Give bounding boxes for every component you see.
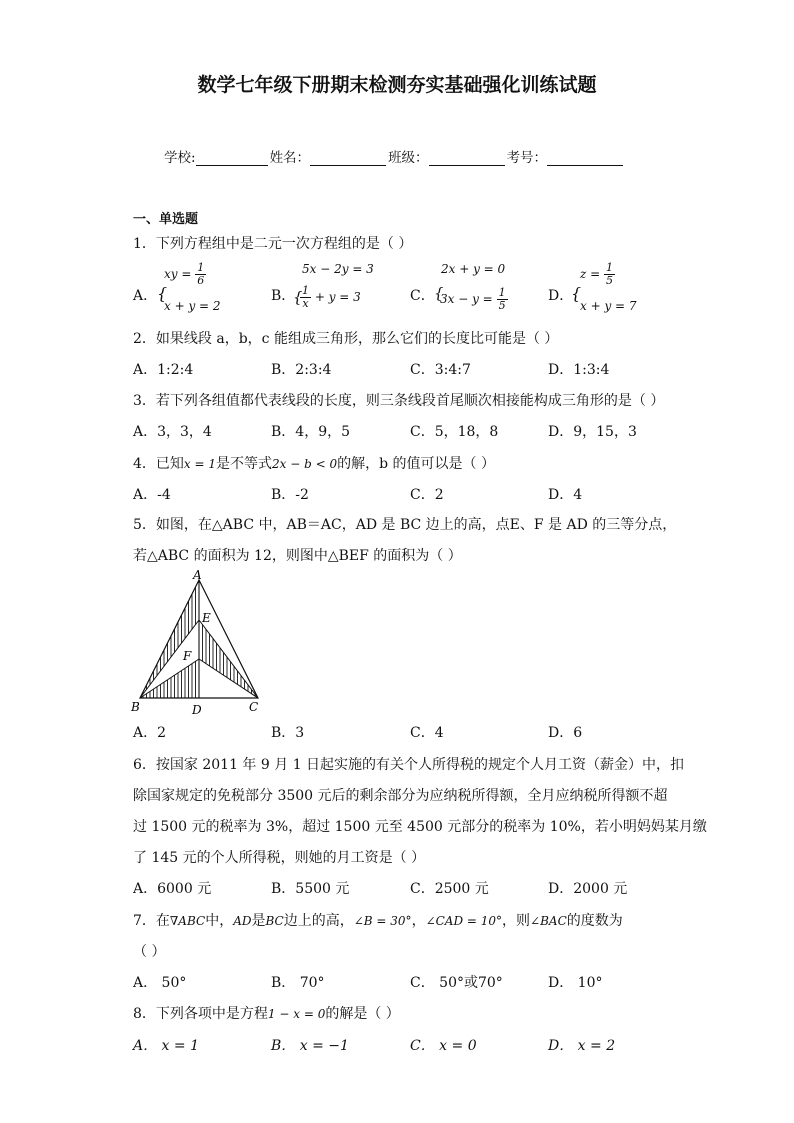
exam-title: 数学七年级下册期末检测夯实基础强化训练试题: [197, 74, 597, 96]
q6-option-a: A．6000 元: [133, 881, 212, 897]
q4-math-x: x = 1: [183, 457, 217, 471]
q7-option-d: D． 10°: [548, 975, 603, 991]
q8-part-a: 8．下列各项中是方程: [133, 1006, 268, 1022]
q8-option-d: D． x = 2: [548, 1038, 616, 1054]
q1-option-c-label: C．: [410, 288, 435, 304]
q1-option-c-line1: 2x + y = 0: [441, 262, 506, 276]
q1-d-fraction: [604, 262, 615, 287]
q4-stem-part-b: 是不等式: [216, 456, 273, 472]
q1-b-frac-den: x: [302, 297, 309, 310]
number-blank[interactable]: [547, 151, 623, 166]
question-4-stem: [133, 453, 495, 473]
q8-option-b: B． x = −1: [271, 1038, 349, 1054]
q5-option-b: B．3: [271, 725, 305, 741]
q1-d-line1-text: z =: [580, 267, 601, 281]
q4-option-b: B．-2: [271, 487, 309, 503]
q8-option-c: C． x = 0: [410, 1038, 477, 1054]
q7-part-e: ，: [411, 913, 426, 929]
q4-option-c: C．2: [410, 487, 444, 503]
q1-option-b-line1: 5x − 2y = 3: [302, 262, 374, 276]
q4-stem-part-a: 4．已知: [133, 456, 184, 472]
q8-option-a: A． x = 1: [133, 1038, 199, 1054]
q1-c-fraction: [497, 287, 508, 312]
q1-option-c-brace: {: [434, 284, 444, 302]
question-6-line1: 6．按国家 2011 年 9 月 1 日起实施的有关个人所得税的规定个人月工资（薪金）中，扣: [133, 757, 685, 773]
q7-part-f: ，则: [502, 913, 531, 929]
q1-b-frac-num: 1: [302, 284, 309, 297]
q4-option-d: D．4: [548, 487, 583, 503]
q6-option-c: C．2500 元: [410, 881, 489, 897]
q1-option-b-brace: {: [293, 288, 303, 306]
q5-option-c: C．4: [410, 725, 444, 741]
q6-option-d: D．2000 元: [548, 881, 628, 897]
q1-option-a-label: A．: [133, 288, 158, 304]
q7-math-angle-bac: ∠BAC: [530, 914, 567, 928]
q7-option-b: B． 70°: [271, 975, 325, 991]
question-5-stem-line1: 5．如图，在△ABC 中，AB＝AC，AD 是 BC 边上的高，点E、F 是 AD 的三等分点，: [133, 517, 677, 533]
q3-option-c: C．5，18，8: [410, 424, 499, 440]
q2-option-a: A．1:2:4: [133, 362, 194, 378]
q1-b-line2-text: + y = 3: [314, 290, 361, 304]
q1-a-frac-num: 1: [197, 261, 205, 274]
school-label: 学校:: [164, 150, 196, 166]
q7-part-d: 边上的高，: [283, 913, 354, 929]
label-c: C: [249, 700, 259, 714]
q3-option-b: B．4，9，5: [271, 424, 351, 440]
label-e: E: [202, 611, 211, 625]
label-d: D: [192, 703, 202, 717]
q1-c-frac-num: 1: [498, 286, 506, 299]
question-2-stem: 2．如果线段 a，b，c 能组成三角形，那么它们的长度比可能是（ ）: [133, 331, 559, 347]
q7-math-triangle: ∇ABC: [169, 914, 206, 928]
number-label: 考号：: [506, 150, 548, 166]
q7-part-c: 是: [251, 913, 266, 929]
question-6-line2: 除国家规定的免税部分 3500 元后的剩余部分为应纳税所得额，全月应纳税所得额不超: [133, 788, 668, 804]
question-8-stem: [133, 1003, 400, 1023]
q7-math-angle-b: ∠B = 30°: [353, 914, 412, 928]
triangle-figure: [128, 568, 268, 718]
q1-a-frac-den: 6: [197, 274, 205, 287]
q1-a-line1-text: xy =: [164, 267, 192, 281]
q1-option-a-brace: {: [157, 284, 168, 303]
q1-option-a-line1: [164, 262, 206, 287]
q7-part-g: 的度数为: [566, 913, 623, 929]
q1-option-d-line1: [580, 262, 615, 287]
q4-option-a: A．-4: [133, 487, 171, 503]
school-blank[interactable]: [196, 151, 268, 166]
q2-option-d: D．1:3:4: [548, 362, 610, 378]
question-7-line2: （ ）: [133, 944, 166, 960]
q1-b-fraction: [300, 285, 311, 310]
q1-d-frac-den: 5: [606, 274, 614, 287]
class-label: 班级：: [388, 150, 429, 166]
q1-option-b-line2: [300, 285, 361, 310]
name-label: 姓名：: [269, 150, 311, 166]
q7-math-ad: AD: [233, 914, 252, 928]
class-blank[interactable]: [429, 151, 505, 166]
question-6-line3: 过 1500 元的税率为 3%，超过 1500 元至 4500 元部分的税率为 10%，若小明妈妈某月缴: [133, 819, 707, 835]
q1-a-fraction: [195, 262, 206, 287]
q1-option-d-line2: x + y = 7: [580, 299, 637, 313]
q7-option-c: C． 50°或70°: [410, 975, 503, 991]
question-6-line4: 了 145 元的个人所得税，则她的月工资是（ ）: [133, 850, 426, 866]
q7-option-a: A． 50°: [133, 975, 187, 991]
label-a: A: [193, 568, 202, 582]
q5-option-d: D．6: [548, 725, 583, 741]
q1-option-a-line2: x + y = 2: [164, 299, 221, 313]
q8-math-equation: 1 − x = 0: [267, 1007, 326, 1021]
q1-d-frac-num: 1: [606, 261, 614, 274]
q1-option-b-label: B．: [271, 288, 296, 304]
q1-option-d-label: D．: [548, 288, 574, 304]
q2-option-c: C．3:4:7: [410, 362, 471, 378]
q1-c-line2-text: 3x − y =: [440, 292, 493, 306]
q4-math-inequality: 2x − b < 0: [272, 457, 338, 471]
q7-math-bc: BC: [265, 914, 284, 928]
section-heading: 一、单选题: [133, 212, 199, 227]
q1-c-frac-den: 5: [498, 299, 506, 312]
student-info-line: [164, 146, 625, 166]
q3-option-d: D．9，15，3: [548, 424, 637, 440]
q7-part-a: 7．在: [133, 913, 170, 929]
question-5-stem-line2: 若△ABC 的面积为 12，则图中△BEF 的面积为（ ）: [133, 548, 462, 564]
q3-option-a: A．3，3，4: [133, 424, 212, 440]
q7-part-b: 中，: [205, 913, 234, 929]
q2-option-b: B．2:3:4: [271, 362, 332, 378]
q1-option-c-line2: [440, 287, 508, 312]
name-blank[interactable]: [310, 151, 386, 166]
question-7-line1: [133, 910, 623, 930]
q7-math-angle-cad: ∠CAD = 10°: [425, 914, 503, 928]
q8-part-b: 的解是（ ）: [325, 1006, 400, 1022]
q4-stem-part-c: 的解，b 的值可以是（ ）: [337, 456, 495, 472]
label-b: B: [131, 700, 140, 714]
question-1-stem: 1．下列方程组中是二元一次方程组的是（ ）: [133, 236, 413, 252]
q1-option-d-brace: {: [571, 284, 582, 303]
q6-option-b: B．5500 元: [271, 881, 350, 897]
q5-option-a: A．2: [133, 725, 167, 741]
label-f: F: [183, 649, 192, 663]
question-3-stem: 3．若下列各组值都代表线段的长度，则三条线段首尾顺次相接能构成三角形的是（ ）: [133, 393, 665, 409]
